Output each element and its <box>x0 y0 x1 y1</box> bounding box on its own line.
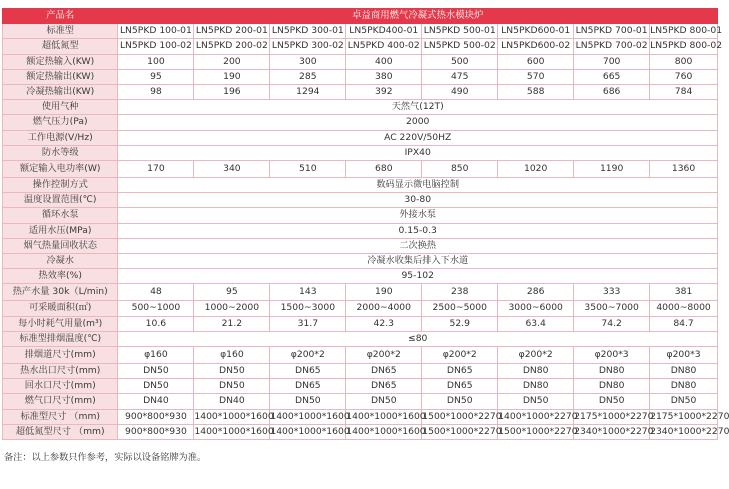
row-value-span: 95-102 <box>118 269 718 284</box>
row-label: 额定输入电功率(W) <box>3 161 118 178</box>
table-row <box>3 379 718 394</box>
row-value: 200 <box>194 54 270 69</box>
table-row <box>3 238 718 253</box>
row-value: LN5PKD 400-02 <box>346 39 422 54</box>
row-value: DN80 <box>498 364 574 379</box>
row-value: 392 <box>346 85 422 100</box>
row-value-span: 天然气(12T) <box>118 100 718 115</box>
row-label: 热产水量 30k（L/min) <box>3 284 118 301</box>
row-value: DN80 <box>650 364 718 379</box>
row-label: 排烟道尺寸(mm) <box>3 347 118 364</box>
row-value-span: AC 220V/50HZ <box>118 130 718 145</box>
header-label: 产品名 <box>3 9 118 24</box>
row-value: 490 <box>422 85 498 100</box>
table-row <box>3 269 718 284</box>
row-value: DN50 <box>118 379 194 394</box>
row-value: LN5PKD400-01 <box>346 24 422 39</box>
row-value: φ200*2 <box>498 347 574 364</box>
row-value: 1400*1000*1600 <box>194 424 270 439</box>
row-value: 500~1000 <box>118 301 194 316</box>
row-value: DN50 <box>270 394 346 409</box>
row-value-span: 数码显示微电脑控制 <box>118 178 718 193</box>
table-row <box>3 178 718 193</box>
row-value-span: IPX40 <box>118 145 718 160</box>
row-label: 烟气热量回收状态 <box>3 238 118 253</box>
row-value: 143 <box>270 284 346 301</box>
row-value: 588 <box>498 85 574 100</box>
row-value: DN80 <box>498 379 574 394</box>
row-value: DN65 <box>422 364 498 379</box>
row-label: 额定热输出(KW) <box>3 69 118 84</box>
row-value-span: 冷凝水收集后排入下水道 <box>118 254 718 269</box>
row-value: 3500~7000 <box>574 301 650 316</box>
row-value: LN5PKD 800-02 <box>650 39 718 54</box>
row-value: 1400*1000*1600 <box>270 424 346 439</box>
row-value: 1400*1000*1600 <box>346 424 422 439</box>
row-value: LN5PKD 500-01 <box>422 24 498 39</box>
row-value: DN50 <box>194 379 270 394</box>
row-value: 2340*1000*2270 <box>650 424 718 439</box>
row-value: 1000~2000 <box>194 301 270 316</box>
row-value: DN80 <box>650 379 718 394</box>
row-value: 95 <box>194 284 270 301</box>
table-row <box>3 284 718 301</box>
row-label: 工作电源(V/Hz) <box>3 130 118 145</box>
row-label: 超低氮型 <box>3 39 118 54</box>
row-value: DN50 <box>574 394 650 409</box>
row-value: 98 <box>118 85 194 100</box>
row-value: φ160 <box>118 347 194 364</box>
row-value: DN50 <box>194 364 270 379</box>
row-value: φ200*2 <box>270 347 346 364</box>
row-value: LN5PKD 100-01 <box>118 24 194 39</box>
row-value: DN50 <box>650 394 718 409</box>
row-value: DN80 <box>574 364 650 379</box>
row-value-span: 0.15-0.3 <box>118 223 718 238</box>
row-label: 热效率(%) <box>3 269 118 284</box>
row-value: 665 <box>574 69 650 84</box>
row-value: 190 <box>194 69 270 84</box>
row-value: 784 <box>650 85 718 100</box>
row-value: 10.6 <box>118 316 194 331</box>
row-value: 475 <box>422 69 498 84</box>
row-value: 2175*1000*2270 <box>650 409 718 424</box>
table-row <box>3 347 718 364</box>
row-value: DN50 <box>346 394 422 409</box>
row-value: 380 <box>346 69 422 84</box>
row-value: 850 <box>422 161 498 178</box>
table-row <box>3 254 718 269</box>
table-row <box>3 69 718 84</box>
row-label: 标准型 <box>3 24 118 39</box>
row-value: LN5PKD 300-02 <box>270 39 346 54</box>
row-value-span: 外接水泵 <box>118 208 718 223</box>
row-value: 760 <box>650 69 718 84</box>
row-value: 31.7 <box>270 316 346 331</box>
table-row <box>3 85 718 100</box>
row-label: 可采暖面积(㎡) <box>3 301 118 316</box>
row-label: 热水出口尺寸(mm) <box>3 364 118 379</box>
table-row <box>3 208 718 223</box>
row-value: LN5PKD 800-01 <box>650 24 718 39</box>
row-value: DN50 <box>118 364 194 379</box>
row-value: DN50 <box>498 394 574 409</box>
row-value: LN5PKD 200-02 <box>194 39 270 54</box>
table-row <box>3 24 718 39</box>
row-value: 285 <box>270 69 346 84</box>
table-row <box>3 161 718 178</box>
spec-table <box>2 8 729 440</box>
row-value-span: 30-80 <box>118 193 718 208</box>
row-value: 21.2 <box>194 316 270 331</box>
row-value: φ200*3 <box>650 347 718 364</box>
row-value: 510 <box>270 161 346 178</box>
row-label: 适用水压(MPa) <box>3 223 118 238</box>
row-value: LN5PKD600-02 <box>498 39 574 54</box>
row-value: φ200*2 <box>346 347 422 364</box>
row-label: 防水等级 <box>3 145 118 160</box>
row-value: DN65 <box>270 364 346 379</box>
row-value-span: 二次换热 <box>118 238 718 253</box>
row-value: 2340*1000*2270 <box>574 424 650 439</box>
row-value: 900*800*930 <box>118 424 194 439</box>
table-row <box>3 193 718 208</box>
row-value: 1360 <box>650 161 718 178</box>
row-value: 900*800*930 <box>118 409 194 424</box>
row-value: 2000~4000 <box>346 301 422 316</box>
row-value: 340 <box>194 161 270 178</box>
row-value: 1500*1000*2270 <box>498 424 574 439</box>
row-value: 1400*1000*1600 <box>194 409 270 424</box>
row-value: 52.9 <box>422 316 498 331</box>
row-value: DN65 <box>422 379 498 394</box>
row-value: 238 <box>422 284 498 301</box>
row-value: 1400*1000*2270 <box>498 409 574 424</box>
row-value: 2500~5000 <box>422 301 498 316</box>
table-row <box>3 424 718 439</box>
row-label: 使用气种 <box>3 100 118 115</box>
row-value: 196 <box>194 85 270 100</box>
row-value: 300 <box>270 54 346 69</box>
row-value: 1500~3000 <box>270 301 346 316</box>
row-value-span: ≤80 <box>118 331 718 346</box>
footnote: 备注：以上参数只作参考，实际以设备铭牌为准。 <box>4 452 207 463</box>
row-label: 标准型排烟温度(℃) <box>3 331 118 346</box>
row-value: φ200*2 <box>422 347 498 364</box>
table-row <box>3 39 718 54</box>
table-row <box>3 223 718 238</box>
row-value: DN40 <box>118 394 194 409</box>
row-value: 1500*1000*2270 <box>422 409 498 424</box>
row-value: 686 <box>574 85 650 100</box>
row-label: 每小时耗气用量(m³) <box>3 316 118 331</box>
row-value: 1020 <box>498 161 574 178</box>
table-header-row <box>3 9 718 24</box>
row-value: 100 <box>118 54 194 69</box>
table-row <box>3 409 718 424</box>
table-row <box>3 394 718 409</box>
row-label: 冷凝热输出(KW) <box>3 85 118 100</box>
row-value: 1294 <box>270 85 346 100</box>
table-row <box>3 316 718 331</box>
row-value: φ160 <box>194 347 270 364</box>
row-label: 燃气口尺寸(mm) <box>3 394 118 409</box>
row-value: 4000~8000 <box>650 301 718 316</box>
table-row <box>3 364 718 379</box>
row-label: 额定热输入(KW) <box>3 54 118 69</box>
table-row <box>3 130 718 145</box>
row-value: 2175*1000*2270 <box>574 409 650 424</box>
table-row <box>3 301 718 316</box>
row-value: DN50 <box>422 394 498 409</box>
row-label: 标准型尺寸 （mm) <box>3 409 118 424</box>
row-value: 95 <box>118 69 194 84</box>
row-value: 286 <box>498 284 574 301</box>
table-row <box>3 331 718 346</box>
row-value: DN65 <box>346 379 422 394</box>
table-row <box>3 145 718 160</box>
row-label: 温度设置范围(℃) <box>3 193 118 208</box>
row-value: 800 <box>650 54 718 69</box>
row-value: 1400*1000*1600 <box>270 409 346 424</box>
row-value: LN5PKD 300-01 <box>270 24 346 39</box>
row-value: 1400*1000*1600 <box>346 409 422 424</box>
row-value: 333 <box>574 284 650 301</box>
row-value: 84.7 <box>650 316 718 331</box>
row-value: 42.3 <box>346 316 422 331</box>
row-value: 381 <box>650 284 718 301</box>
row-value: 1500*1000*2270 <box>422 424 498 439</box>
table-row <box>3 100 718 115</box>
row-value: 680 <box>346 161 422 178</box>
row-label: 操作控制方式 <box>3 178 118 193</box>
row-value: 3000~6000 <box>498 301 574 316</box>
row-label: 超低氮型尺寸 （mm) <box>3 424 118 439</box>
row-value: LN5PKD 700-01 <box>574 24 650 39</box>
row-value: DN40 <box>194 394 270 409</box>
row-value: 500 <box>422 54 498 69</box>
row-value: LN5PKD 700-02 <box>574 39 650 54</box>
row-value: DN65 <box>346 364 422 379</box>
row-value: LN5PKD 200-01 <box>194 24 270 39</box>
row-value: 63.4 <box>498 316 574 331</box>
row-value: LN5PKD 500-02 <box>422 39 498 54</box>
row-label: 回水口尺寸(mm) <box>3 379 118 394</box>
row-label: 燃气压力(Pa) <box>3 115 118 130</box>
table-row <box>3 54 718 69</box>
row-label: 循环水泵 <box>3 208 118 223</box>
row-value: 1190 <box>574 161 650 178</box>
row-value: 600 <box>498 54 574 69</box>
row-value: LN5PKD600-01 <box>498 24 574 39</box>
table-row <box>3 115 718 130</box>
row-value: LN5PKD 100-02 <box>118 39 194 54</box>
row-value: 170 <box>118 161 194 178</box>
row-value: DN80 <box>574 379 650 394</box>
row-value: 74.2 <box>574 316 650 331</box>
row-value: 48 <box>118 284 194 301</box>
row-value: 190 <box>346 284 422 301</box>
row-value: φ200*3 <box>574 347 650 364</box>
row-value: 700 <box>574 54 650 69</box>
row-value: DN65 <box>270 379 346 394</box>
row-value: 570 <box>498 69 574 84</box>
row-value: 400 <box>346 54 422 69</box>
row-label: 冷凝水 <box>3 254 118 269</box>
row-value-span: 2000 <box>118 115 718 130</box>
header-title: 卓益商用燃气冷凝式热水模块炉 <box>118 9 718 24</box>
